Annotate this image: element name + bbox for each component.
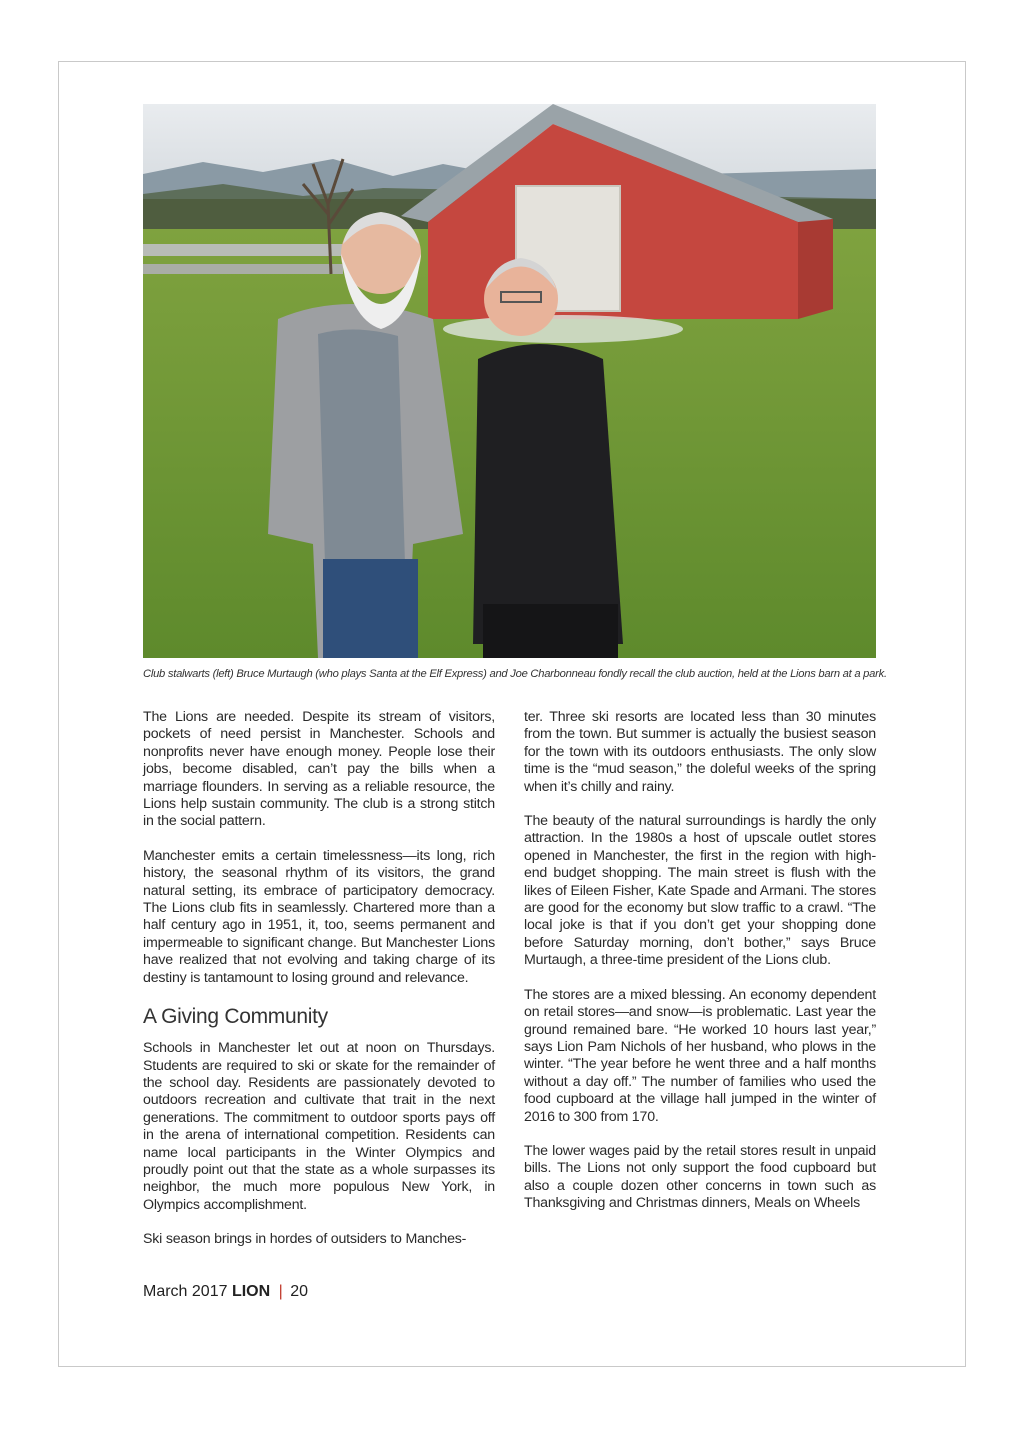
paragraph: The stores are a mixed blessing. An economy dependent on retail stores—and snow—is problematic. Last year the ground remained bare. “He worked 10 hours last year,” says Lion Pam Nichols of her husband, who plows in the winter. “The year before he went three and a half months without a day off.” The number of families who used the food cupboard at the village hall jumped in the winter of 2016 to 300 from 170.: [524, 986, 876, 1125]
footer-brand: LION: [231, 1283, 271, 1300]
paragraph: Manchester emits a certain timelessness—its long, rich history, the seasonal rhythm of its visitors, the grand natural setting, its embrace of participatory democracy. The Lions club fits in seamlessly. Chartered more than a half century ago in 1951, it, too, seems permanent and impermeable to significant change. But Manchester Lions have realized that not evolving and taking charge of its destiny is tantamount to losing ground and relevance.: [143, 847, 495, 986]
paragraph: Ski season brings in hordes of outsiders to Manches-: [143, 1231, 467, 1248]
footer-issue: March 2017: [143, 1283, 228, 1300]
section-heading: A Giving Community: [143, 1005, 328, 1029]
paragraph: ter. Three ski resorts are located less than 30 minutes from the town. But summer is actually the busiest season for the town with its outdoors enthusiasts. The only slow time is the “mud season,” the doleful weeks of the spring when it’s chilly and rainy.: [524, 709, 876, 795]
article-photo: [143, 104, 876, 658]
photo-caption: Club stalwarts (left) Bruce Murtaugh (who plays Santa at the Elf Express) and Joe Charbonneau fondly recall the club auction, held at the Lions barn at a park.: [143, 668, 887, 680]
paragraph: The beauty of the natural surroundings is hardly the only attraction. In the 1980s a host of upscale outlet stores opened in Manchester, the first in the region with high-end budget shopping. The main street is flush with the likes of Eileen Fisher, Kate Spade and Armani. The stores are good for the economy but slow traffic to a crawl. “The local joke is that if you don’t get your shopping done before Saturday morning, don’t bother,” says Bruce Murtaugh, a three-time president of the Lions club.: [524, 813, 876, 969]
page-footer: [143, 1283, 308, 1301]
article-column-left: [143, 709, 495, 1266]
footer-separator: |: [278, 1283, 283, 1300]
paragraph: The lower wages paid by the retail stores result in unpaid bills. The Lions not only support the food cupboard but also a couple dozen other concerns in town such as Thanksgiving and Christmas dinners, Meals on Wheels: [524, 1142, 876, 1212]
page-number: 20: [290, 1283, 309, 1300]
paragraph: Schools in Manchester let out at noon on Thursdays. Students are required to ski or skate for the remainder of the school day. Residents are passionately devoted to outdoors recreation and cultivate that trait in the next generations. The commitment to outdoor sports pays off in the arena of international competition. Residents can name local participants in the Winter Olympics and proudly point out that the state as a whole surpasses its neighbor, the much more populous New York, in Olympics accomplishment.: [143, 1040, 495, 1213]
article-column-right: [524, 709, 876, 1230]
paragraph: The Lions are needed. Despite its stream of visitors, pockets of need persist in Manchester. Schools and nonprofits never have enough money. People lose their jobs, become disabled, can’t pay the bills when a marriage flounders. In serving as a reliable resource, the Lions help sustain community. The club is a strong stitch in the social pattern.: [143, 709, 495, 830]
